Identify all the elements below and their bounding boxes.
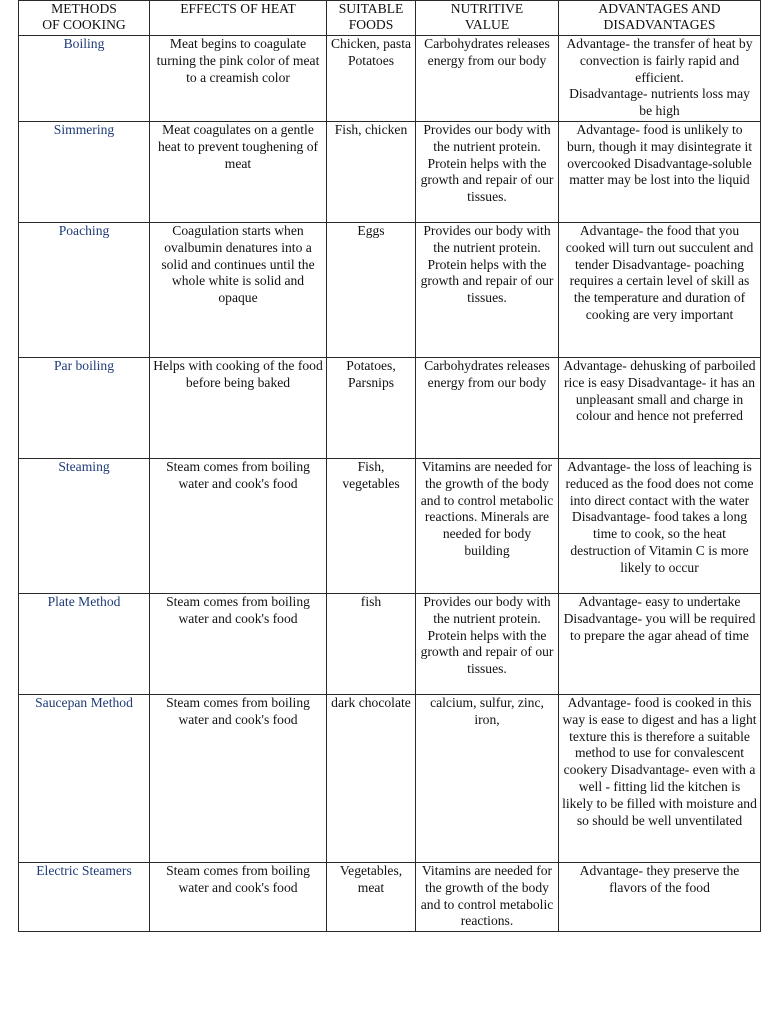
advantages-cell: Advantage- the transfer of heat by convection is fairly rapid and efficient. Disadvantage- nutrients loss may be high [559, 36, 761, 122]
nutritive-cell: calcium, sulfur, zinc, iron, [416, 694, 559, 862]
foods-cell: Vegetables, meat [327, 862, 416, 931]
table-row [19, 36, 761, 122]
advantages-cell: Advantage- food is cooked in this way is ease to digest and has a light texture this is therefore a suitable method to use for convalescent cookery Disadvantage- even with a well - fitting lid the kitchen is likely to be filled with moisture and so should be well unventilated [559, 694, 761, 862]
nutritive-cell: Carbohydrates releases energy from our body [416, 357, 559, 458]
nutritive-cell: Vitamins are needed for the growth of the body and to control metabolic reactions. [416, 862, 559, 931]
foods-cell: Chicken, pasta Potatoes [327, 36, 416, 122]
foods-cell: Eggs [327, 222, 416, 357]
nutritive-cell: Provides our body with the nutrient protein. Protein helps with the growth and repair of our tissues. [416, 222, 559, 357]
table-row [19, 458, 761, 593]
advantages-cell: Advantage- the loss of leaching is reduced as the food does not come into direct contact with the water Disadvantage- food takes a long time to cook, so the heat destruction of Vitamin C is more likely to occur [559, 458, 761, 593]
table-row [19, 222, 761, 357]
table-row [19, 593, 761, 694]
advantages-cell: Advantage- easy to undertake Disadvantage- you will be required to prepare the agar ahead of time [559, 593, 761, 694]
foods-cell: fish [327, 593, 416, 694]
advantages-cell: Advantage- the food that you cooked will turn out succulent and tender Disadvantage- poaching requires a certain level of skill as the temperature and duration of cooking are very important [559, 222, 761, 357]
foods-cell: Fish, chicken [327, 121, 416, 222]
nutritive-cell: Provides our body with the nutrient protein. Protein helps with the growth and repair of our tissues. [416, 121, 559, 222]
advantages-cell: Advantage- food is unlikely to burn, though it may disintegrate it overcooked Disadvantage-soluble matter may be lost into the liquid [559, 121, 761, 222]
header-nutritive: NUTRITIVE VALUE [416, 1, 559, 36]
effect-cell: Meat begins to coagulate turning the pink color of meat to a creamish color [150, 36, 327, 122]
method-cell: Par boiling [19, 357, 150, 458]
foods-cell: Potatoes, Parsnips [327, 357, 416, 458]
effect-cell: Helps with cooking of the food before being baked [150, 357, 327, 458]
header-foods: SUITABLE FOODS [327, 1, 416, 36]
table-row [19, 121, 761, 222]
cooking-methods-table [18, 0, 761, 932]
method-cell: Electric Steamers [19, 862, 150, 931]
table-row [19, 694, 761, 862]
header-row [19, 1, 761, 36]
header-methods: METHODS OF COOKING [19, 1, 150, 36]
nutritive-cell: Vitamins are needed for the growth of the body and to control metabolic reactions. Minerals are needed for body building [416, 458, 559, 593]
effect-cell: Steam comes from boiling water and cook's food [150, 458, 327, 593]
method-cell: Plate Method [19, 593, 150, 694]
effect-cell: Coagulation starts when ovalbumin denatures into a solid and continues until the whole white is solid and opaque [150, 222, 327, 357]
effect-cell: Meat coagulates on a gentle heat to prevent toughening of meat [150, 121, 327, 222]
table-row [19, 357, 761, 458]
method-cell: Poaching [19, 222, 150, 357]
method-cell: Saucepan Method [19, 694, 150, 862]
nutritive-cell: Carbohydrates releases energy from our body [416, 36, 559, 122]
advantages-cell: Advantage- they preserve the flavors of the food [559, 862, 761, 931]
foods-cell: dark chocolate [327, 694, 416, 862]
header-effects: EFFECTS OF HEAT [150, 1, 327, 36]
method-cell: Boiling [19, 36, 150, 122]
method-cell: Simmering [19, 121, 150, 222]
effect-cell: Steam comes from boiling water and cook's food [150, 593, 327, 694]
advantages-cell: Advantage- dehusking of parboiled rice is easy Disadvantage- it has an unpleasant small and charge in colour and hence not preferred [559, 357, 761, 458]
nutritive-cell: Provides our body with the nutrient protein. Protein helps with the growth and repair of our tissues. [416, 593, 559, 694]
effect-cell: Steam comes from boiling water and cook's food [150, 862, 327, 931]
method-cell: Steaming [19, 458, 150, 593]
foods-cell: Fish, vegetables [327, 458, 416, 593]
table-row [19, 862, 761, 931]
effect-cell: Steam comes from boiling water and cook's food [150, 694, 327, 862]
header-advantages: ADVANTAGES AND DISADVANTAGES [559, 1, 761, 36]
